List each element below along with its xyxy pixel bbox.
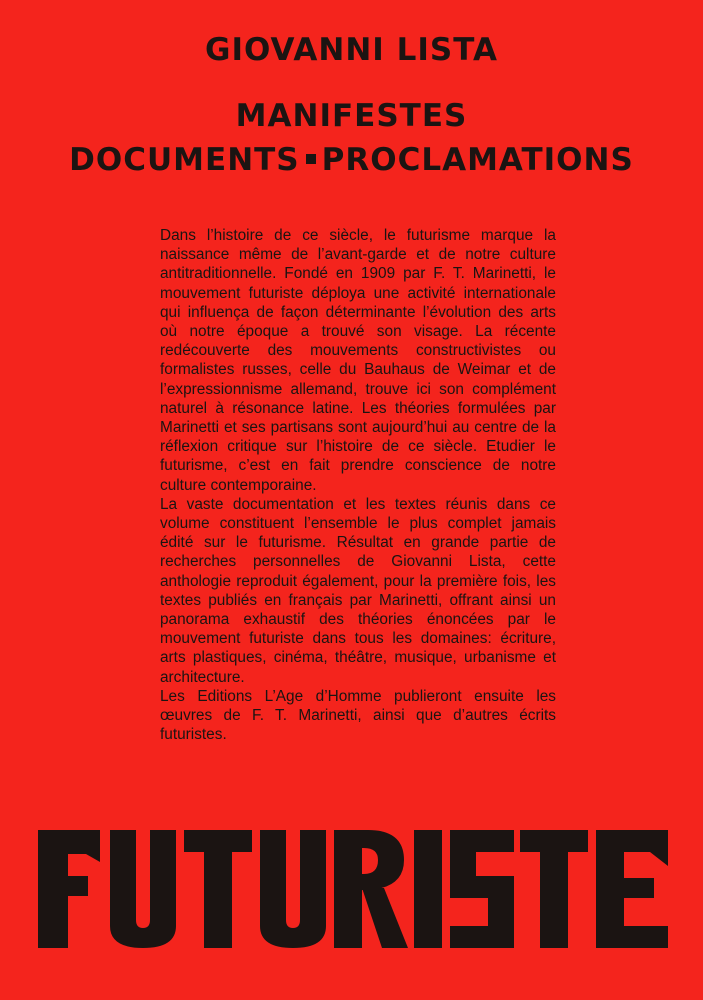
title-proclamations: PROCLAMATIONS [321,142,634,178]
author-name: GIOVANNI LISTA [205,32,498,68]
title-line-1: MANIFESTES [235,98,468,134]
logo-letter-t [184,830,252,948]
blurb-text [160,226,556,744]
logo-letter-s [450,830,514,948]
logo-letter-e [596,830,668,948]
title-documents: DOCUMENTS [69,142,300,178]
logo-letter-t-2 [520,830,588,948]
blurb-paragraph-2: La vaste documentation et les textes réunis dans ce volume constituent l’ensemble le plus complet jamais édité sur le futurisme. Résultat en grande partie de recherches personnelles de Giovanni Lista, cette anthologie reproduit également, pour la première fois, les textes publiés en français par Marinetti, offrant ainsi un panorama exhaustif des théories énoncées par le mouvement futuriste dans tous les domaines: écriture, arts plastiques, cinéma, théâtre, musique, urbanisme et architecture. [160,495,556,686]
logo-letter-i [414,830,442,948]
blurb-paragraph-3: Les Editions L’Age d’Homme publieront ensuite les œuvres de F. T. Marinetti, ainsi que d’autres écrits futuristes. [160,687,556,744]
logo-letter-f [38,830,100,948]
blurb-paragraph-1: Dans l’histoire de ce siècle, le futurisme marque la naissance même de l’avant-garde et de notre culture antitraditionnelle. Fondé en 1909 par F. T. Marinetti, le mouvement futuriste déploya une activité internationale qui influença de façon déterminante l’évolution des arts où notre époque a trouvé son visage. La récente redécouverte des mouvements constructivistes ou formalistes russes, celle du Bauhaus de Weimar et de l’expressionnisme allemand, trouve ici son complément naturel à résonance latine. Les théories formulées par Marinetti et ses partisans sont aujourd’hui au centre de la réflexion critique sur l’histoire de ce siècle. Etudier le futurisme, c’est en fait prendre conscience de notre culture contemporaine. [160,227,556,494]
title-line-2 [0,142,703,178]
logo-letter-r [334,830,408,948]
separator-dot [306,154,316,164]
logo-letter-u [110,830,176,948]
logo-letter-u-2 [260,830,326,948]
futuriste-logo [38,830,668,948]
